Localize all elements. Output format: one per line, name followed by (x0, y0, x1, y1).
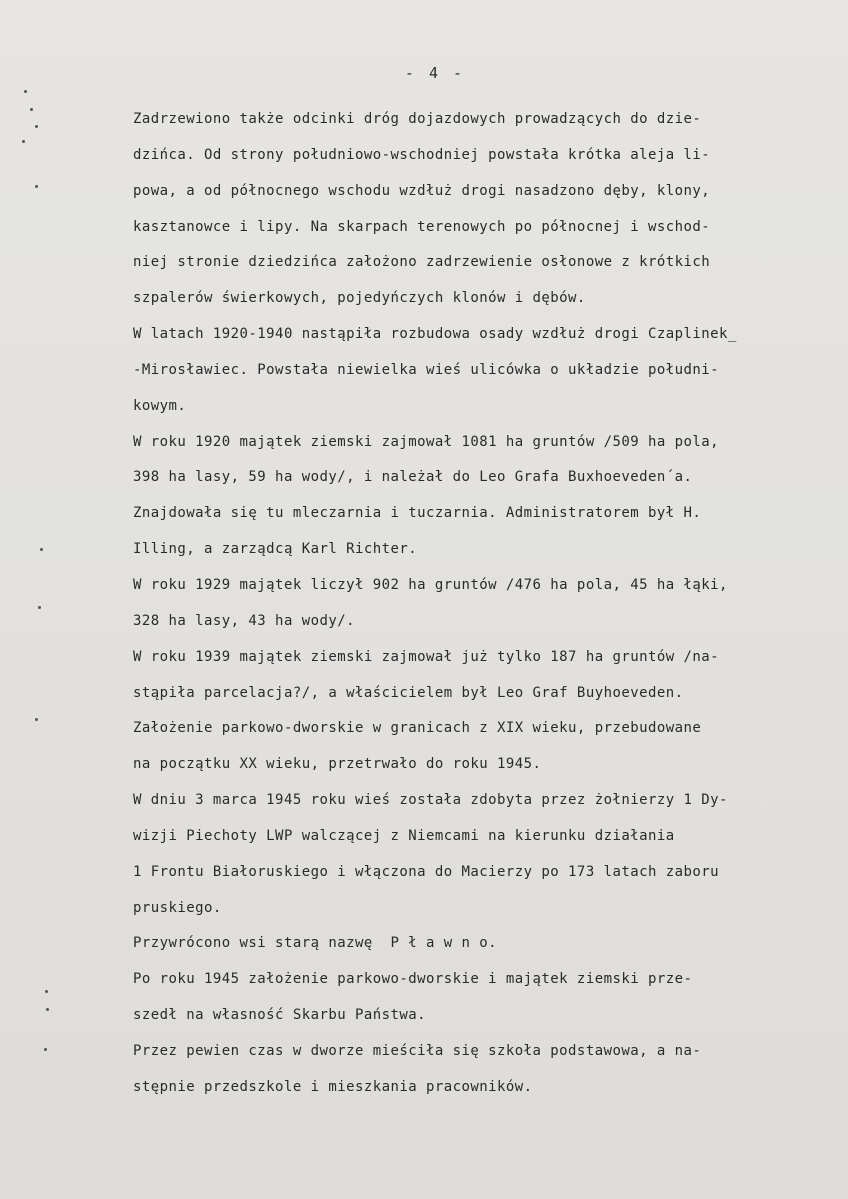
text-line: powa, a od północnego wschodu wzdłuż drogi nasadzono dęby, klony, (133, 182, 711, 199)
margin-mark (30, 108, 33, 111)
text-line: kowym. (133, 397, 187, 414)
text-line: niej stronie dziedzińca założono zadrzewienie osłonowe z krótkich (133, 254, 711, 271)
text-line: pruskiego. (133, 899, 222, 916)
text-line: stępnie przedszkole i mieszkania pracowników. (133, 1078, 533, 1095)
text-line: wizji Piechoty LWP walczącej z Niemcami na kierunku działania (133, 827, 675, 844)
text-line: szpalerów świerkowych, pojedyńczych klonów i dębów. (133, 290, 586, 307)
text-line: W latach 1920-1940 nastąpiła rozbudowa osady wzdłuż drogi Czaplinek_ (133, 326, 737, 343)
margin-mark (35, 185, 38, 188)
margin-mark (45, 990, 48, 993)
text-line: 398 ha lasy, 59 ha wody/, i należał do Leo Grafa Buxhoeveden´a. (133, 469, 693, 486)
text-line: kasztanowce i lipy. Na skarpach terenowych po północnej i wschod- (133, 218, 711, 235)
margin-mark (44, 1048, 47, 1051)
text-line: W roku 1939 majątek ziemski zajmował już tylko 187 ha gruntów /na- (133, 648, 719, 665)
text-line: stąpiła parcelacja?/, a właścicielem był Leo Graf Buyhoeveden. (133, 684, 684, 701)
margin-mark (24, 90, 27, 93)
margin-mark (22, 140, 25, 143)
text-line: W roku 1929 majątek liczył 902 ha gruntów /476 ha pola, 45 ha łąki, (133, 576, 728, 593)
text-line: Illing, a zarządcą Karl Richter. (133, 541, 418, 558)
text-line: Znajdowała się tu mleczarnia i tuczarnia. Administratorem był H. (133, 505, 702, 522)
margin-marks (0, 0, 60, 1199)
text-line: Po roku 1945 założenie parkowo-dworskie i majątek ziemski prze- (133, 971, 693, 988)
text-line: szedł na własność Skarbu Państwa. (133, 1007, 426, 1024)
page-number: - 4 - (404, 64, 466, 82)
margin-mark (46, 1008, 49, 1011)
margin-mark (35, 125, 38, 128)
text-line: 328 ha lasy, 43 ha wody/. (133, 612, 355, 629)
text-line: W roku 1920 majątek ziemski zajmował 1081 ha gruntów /509 ha pola, (133, 433, 719, 450)
text-line: dzińca. Od strony południowo-wschodniej powstała krótka aleja li- (133, 146, 711, 163)
text-line: Przywrócono wsi starą nazwę P ł a w n o. (133, 935, 498, 952)
text-line: Przez pewien czas w dworze mieściła się szkoła podstawowa, a na- (133, 1042, 702, 1059)
margin-mark (35, 718, 38, 721)
text-line: -Mirosławiec. Powstała niewielka wieś ulicówka o układzie południ- (133, 361, 719, 378)
text-line: 1 Frontu Białoruskiego i włączona do Macierzy po 173 latach zaboru (133, 863, 719, 880)
text-line: Założenie parkowo-dworskie w granicach z XIX wieku, przebudowane (133, 720, 702, 737)
margin-mark (40, 548, 43, 551)
text-line: na początku XX wieku, przetrwało do roku 1945. (133, 756, 542, 773)
text-line: W dniu 3 marca 1945 roku wieś została zdobyta przez żołnierzy 1 Dy- (133, 792, 728, 809)
typewritten-text (133, 104, 843, 1108)
margin-mark (38, 606, 41, 609)
text-line: Zadrzewiono także odcinki dróg dojazdowych prowadzących do dzie- (133, 111, 702, 127)
